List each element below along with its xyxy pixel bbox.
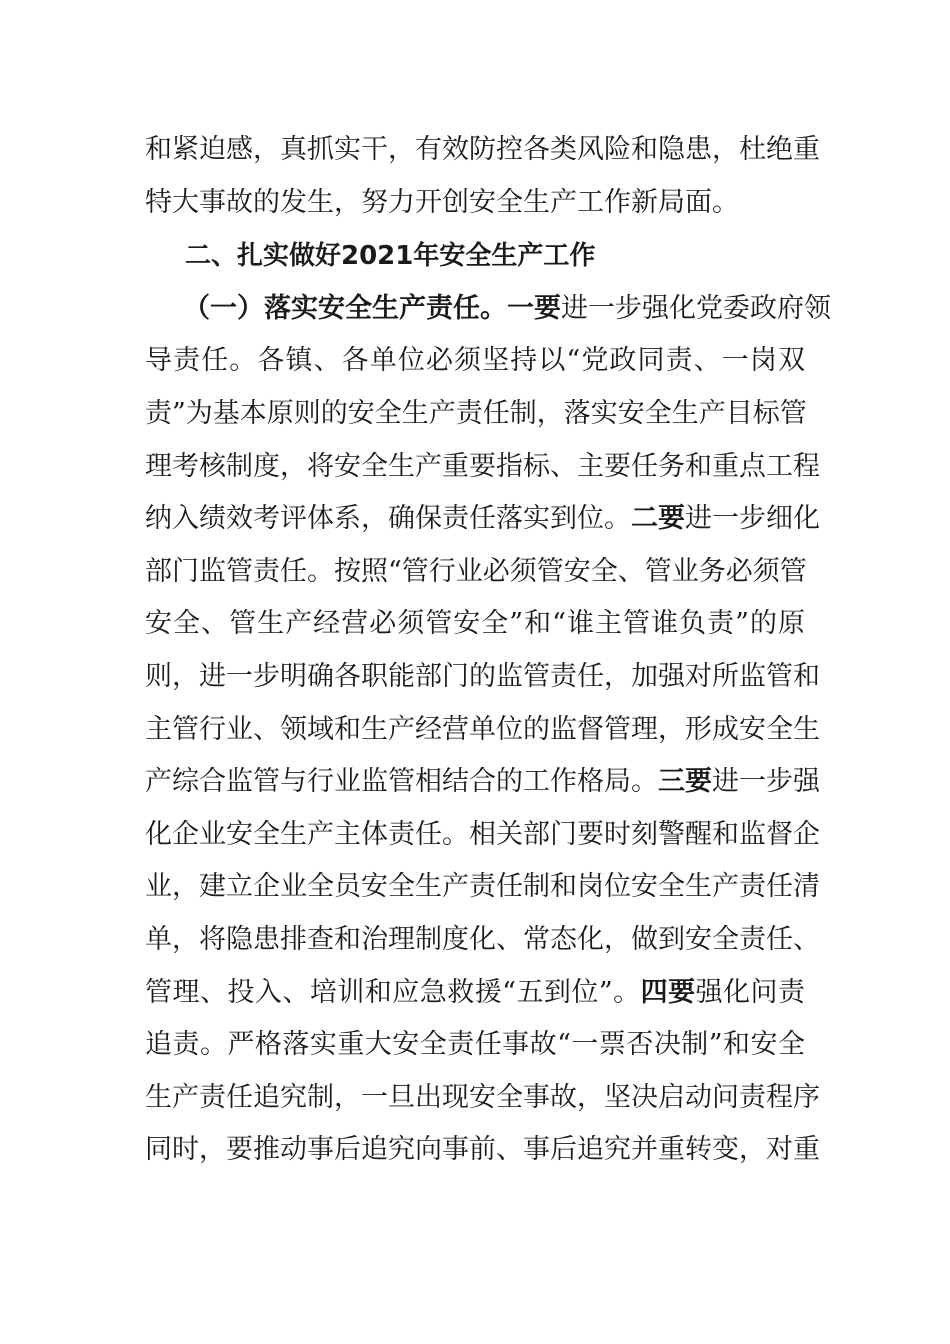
paragraph-line: 生产责任追究制，一旦出现安全事故，坚决启动问责程序 xyxy=(145,1081,820,1113)
paragraph-line: 则，进一步明确各职能部门的监管责任，加强对所监管和 xyxy=(145,660,820,692)
paragraph-line xyxy=(145,283,831,336)
point-marker: 二要 xyxy=(631,503,685,535)
point-marker: 四要 xyxy=(640,976,696,1008)
paragraph-line: 单，将隐患排查和治理制度化、常态化，做到安全责任、 xyxy=(145,923,820,955)
paragraph-text: 强化问责 xyxy=(695,976,806,1008)
paragraph-text: 纳入绩效考评体系，确保责任落实到位。 xyxy=(145,503,631,535)
section-heading: 二、扎实做好2021年安全生产工作 xyxy=(185,241,596,272)
paragraph-line: 同时，要推动事后追究向事前、事后追究并重转变，对重 xyxy=(145,1134,820,1166)
paragraph-line: 追责。严格落实重大安全责任事故“一票否决制”和安全 xyxy=(145,1029,805,1061)
paragraph-text: 产综合监管与行业监管相结合的工作格局。 xyxy=(145,766,658,798)
paragraph-line: 导责任。各镇、各单位必须坚持以“党政同责、一岗双 xyxy=(145,345,805,377)
paragraph-line xyxy=(145,756,820,809)
paragraph-text: 进一步细化 xyxy=(685,503,820,535)
paragraph-line: 部门监管责任。按照“管行业必须管安全、管业务必须管 xyxy=(145,555,807,587)
paragraph-text: 进一步强 xyxy=(712,766,820,798)
paragraph-line: 化企业安全生产主体责任。相关部门要时刻警醒和监督企 xyxy=(145,818,820,850)
paragraph-line: 理考核制度，将安全生产重要指标、主要任务和重点工程 xyxy=(145,450,820,482)
intro-line: 特大事故的发生，努力开创安全生产工作新局面。 xyxy=(145,186,739,218)
paragraph-line: 业，建立企业全员安全生产责任制和岗位安全生产责任清 xyxy=(145,871,820,903)
point-marker: 三要 xyxy=(658,766,712,798)
intro-line: 和紧迫感，真抓实干，有效防控各类风险和隐患，杜绝重 xyxy=(145,134,820,165)
document-page xyxy=(145,124,831,1177)
paragraph-line: 主管行业、领域和生产经营单位的监督管理，形成安全生 xyxy=(145,713,820,745)
paragraph-text: 进一步强化党委政府领 xyxy=(561,292,831,324)
paragraph-line: 安全、管生产经营必须管安全”和“谁主管谁负责”的原 xyxy=(145,608,805,640)
paragraph-line xyxy=(145,967,805,1020)
paragraph-text: 管理、投入、培训和应急救援“五到位”。 xyxy=(145,976,641,1008)
subsection-title: （一）落实安全生产责任。一要 xyxy=(183,292,561,324)
paragraph-line: 责”为基本原则的安全生产责任制，落实安全生产目标管 xyxy=(145,397,807,429)
paragraph-line xyxy=(145,493,820,546)
